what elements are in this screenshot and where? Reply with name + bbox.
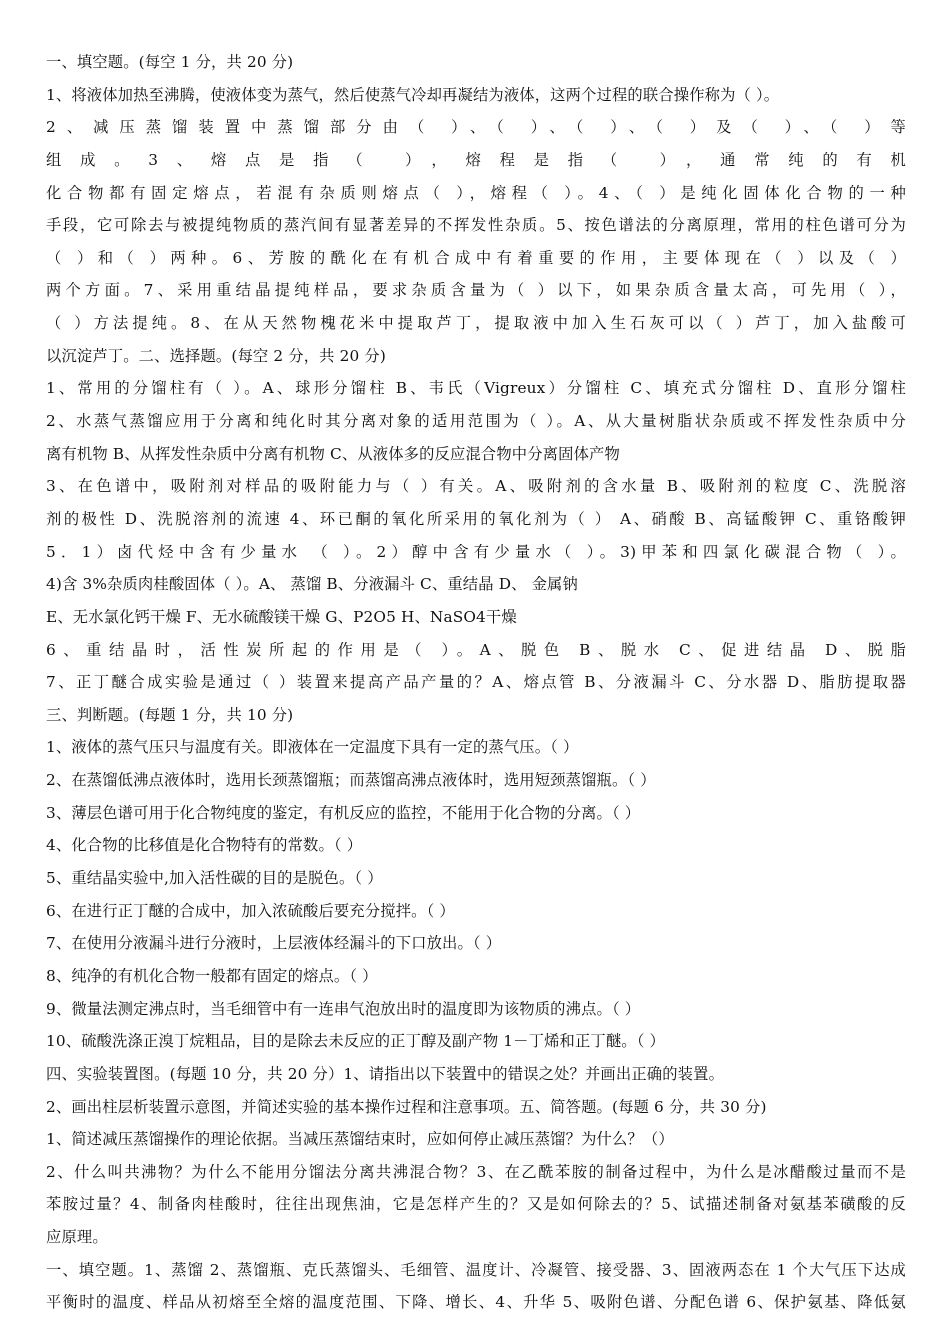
question-line: 8、纯净的有机化合物一般都有固定的熔点。（ ）: [46, 966, 378, 985]
question-line: （ ）和（ ）两种。6、芳胺的酰化在有机合成中有着重要的作用，主要体现在（ ）以及（ ）: [46, 248, 906, 267]
question-line: 手段，它可除去与被提纯物质的蒸汽间有显著差异的不挥发性杂质。5、按色谱法的分离原理，常用的柱色谱可分为: [46, 216, 906, 235]
question-line: 2、在蒸馏低沸点液体时，选用长颈蒸馏瓶；而蒸馏高沸点液体时，选用短颈蒸馏瓶。（ ）: [46, 771, 656, 790]
answer-line: 平衡时的温度、样品从初熔至全熔的温度范围、下降、增长、4、升华 5、吸附色谱、分配色谱 6、保护氨基、降低氨: [46, 1293, 906, 1312]
question-line: 1、常用的分馏柱有（ ）。A、球形分馏柱 B、韦氏（Vigreux）分馏柱 C、填充式分馏柱 D、直形分馏柱: [46, 379, 906, 398]
question-line: 组成。3、熔点是指（ ），熔程是指（ ），通常纯的有机: [46, 150, 906, 169]
question-line: 4、化合物的比移值是化合物特有的常数。（ ）: [46, 836, 363, 855]
section-heading-choice: 以沉淀芦丁。二、选择题。(每空 2 分，共 20 分): [46, 346, 386, 365]
question-line: 3、在色谱中，吸附剂对样品的吸附能力与（ ）有关。A、吸附剂的含水量 B、吸附剂的粒度 C、洗脱溶: [46, 477, 906, 496]
question-line: 7、正丁醚合成实验是通过（ ）装置来提高产品产量的？A、熔点管 B、分液漏斗 C、分水器 D、脂肪提取器: [46, 673, 906, 692]
question-line: 6、在进行正丁醚的合成中，加入浓硫酸后要充分搅拌。（ ）: [46, 901, 455, 920]
section-heading-fill-blank: 一、填空题。(每空 1 分，共 20 分): [46, 53, 294, 71]
question-line: 应原理。: [46, 1228, 108, 1247]
question-line: 7、在使用分液漏斗进行分液时，上层液体经漏斗的下口放出。（ ）: [46, 934, 502, 953]
question-line: （ ）方法提纯。8、在从天然物槐花米中提取芦丁，提取液中加入生石灰可以（ ）芦丁，加入盐酸可: [46, 314, 906, 333]
question-line: 2、水蒸气蒸馏应用于分离和纯化时其分离对象的适用范围为（ ）。A、从大量树脂状杂质或不挥发性杂质中分: [46, 412, 906, 431]
question-line: 化合物都有固定熔点，若混有杂质则熔点（ ），熔程（ ）。4、（ ）是纯化固体化合物的一种: [46, 183, 906, 202]
question-line: 6、重结晶时，活性炭所起的作用是（ ）。A、脱色 B、脱水 C、促进结晶 D、脱脂: [46, 640, 906, 659]
question-line: 离有机物 B、从挥发性杂质中分离有机物 C、从液体多的反应混合物中分离固体产物: [46, 444, 620, 463]
question-line: 1、液体的蒸气压只与温度有关。即液体在一定温度下具有一定的蒸气压。（ ）: [46, 738, 579, 757]
question-line: 4)含 3%杂质肉桂酸固体（ ）。A、 蒸馏 B、分液漏斗 C、重结晶 D、 金属钠: [46, 575, 578, 594]
question-line: 5、重结晶实验中,加入活性碳的目的是脱色。（ ）: [46, 869, 383, 888]
question-line: 剂的极性 D、洗脱溶剂的流速 4、环已酮的氧化所采用的氧化剂为（ ） A、硝酸 B、高锰酸钾 C、重铬酸钾: [46, 509, 906, 528]
answer-line: 一、填空题。1、蒸馏 2、蒸馏瓶、克氏蒸馏头、毛细管、温度计、冷凝管、接受器、3、固液两态在 1 个大气压下达成: [46, 1260, 906, 1279]
question-line: 9、微量法测定沸点时，当毛细管中有一连串气泡放出时的温度即为该物质的沸点。（ ）: [46, 999, 641, 1018]
question-line: 2、画出柱层析装置示意图，并简述实验的基本操作过程和注意事项。五、简答题。(每题 6 分，共 30 分): [46, 1097, 767, 1116]
question-line: 10、硫酸洗涤正溴丁烷粗品，目的是除去未反应的正丁醇及副产物 1－丁烯和正丁醚。（ ）: [46, 1032, 666, 1051]
section-heading-apparatus: 四、实验装置图。(每题 10 分，共 20 分）1、请指出以下装置中的错误之处？并画出正确的装置。: [46, 1064, 725, 1083]
question-line: 两个方面。7、采用重结晶提纯样品，要求杂质含量为（ ）以下，如果杂质含量太高，可先用（ ），: [46, 281, 906, 300]
question-line: 1、简述减压蒸馏操作的理论依据。当减压蒸馏结束时，应如何停止减压蒸馏？为什么？（）: [46, 1130, 674, 1149]
question-line: 苯胺过量？4、制备肉桂酸时，往往出现焦油，它是怎样产生的？又是如何除去的？5、试描述制备对氨基苯磺酸的反: [46, 1195, 906, 1214]
section-heading-true-false: 三、判断题。(每题 1 分，共 10 分): [46, 705, 294, 724]
question-line: 2、什么叫共沸物？为什么不能用分馏法分离共沸混合物？3、在乙酰苯胺的制备过程中，为什么是冰醋酸过量而不是: [46, 1162, 906, 1181]
question-line: E、无水氯化钙干燥 F、无水硫酸镁干燥 G、P2O5 H、NaSO4干燥: [46, 607, 517, 626]
question-line: 5．1）卤代烃中含有少量水 （ ）。2）醇中含有少量水（ ）。3)甲苯和四氯化碳混合物（ ）。: [46, 542, 906, 561]
question-line: 1、将液体加热至沸腾，使液体变为蒸气，然后使蒸气冷却再凝结为液体，这两个过程的联合操作称为（ ）。: [46, 85, 780, 104]
question-line: 3、薄层色谱可用于化合物纯度的鉴定，有机反应的监控，不能用于化合物的分离。（ ）: [46, 803, 641, 822]
question-line: 2、减压蒸馏装置中蒸馏部分由（ ）、（ ）、（ ）、（ ）及（ ）、（ ）等: [46, 118, 906, 137]
